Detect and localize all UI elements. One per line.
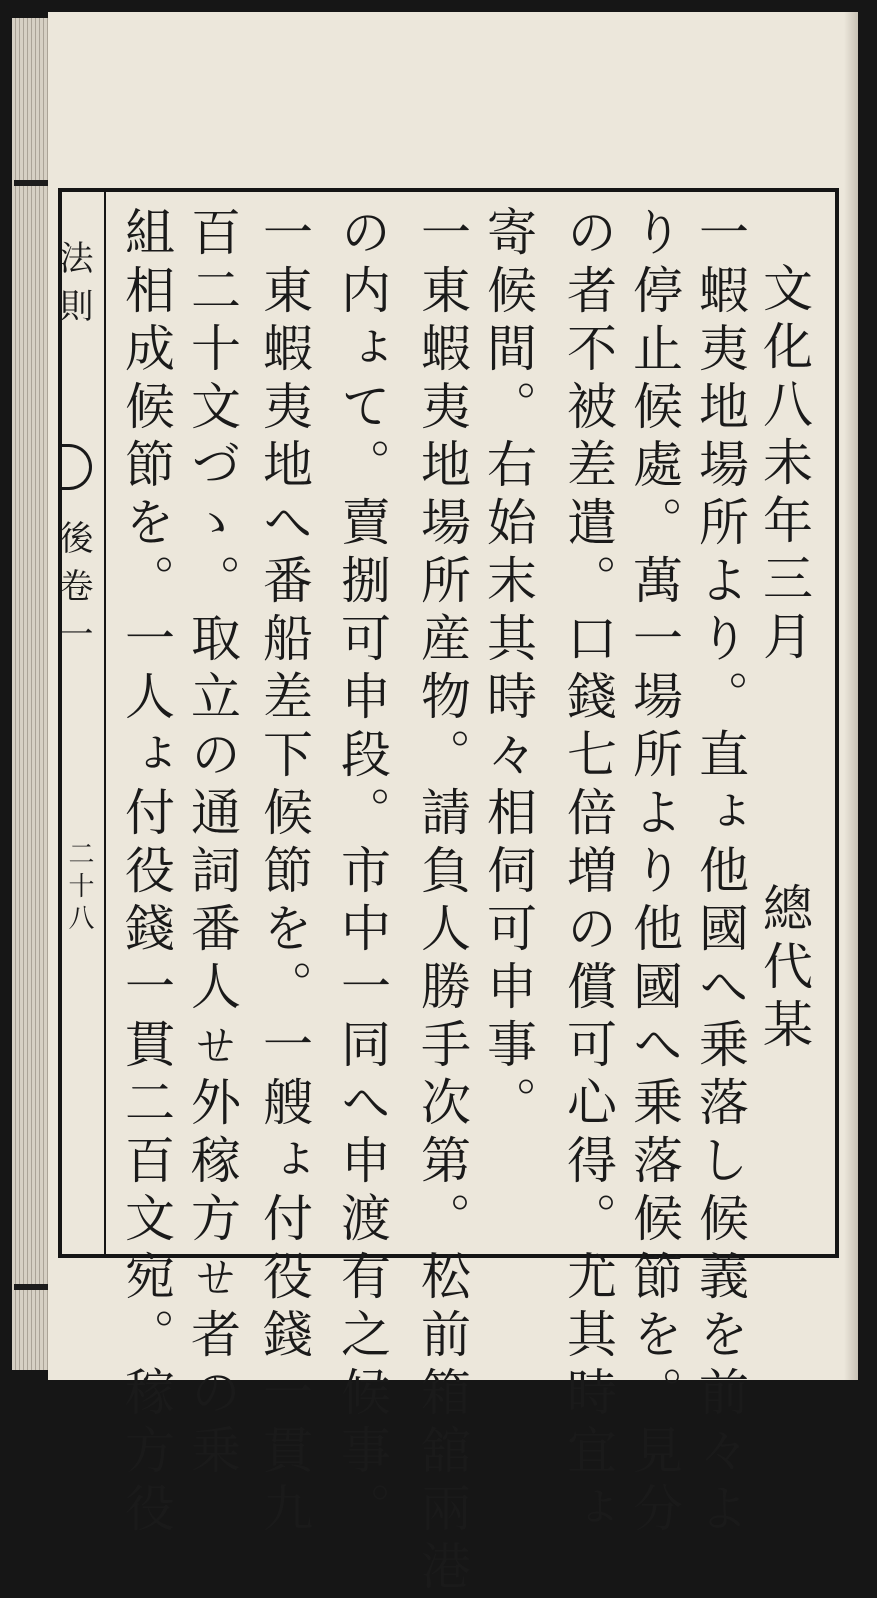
text-column: 一東蝦夷地場所産物。請負人勝手次第。松前箱舘兩港 xyxy=(413,206,471,1598)
text-column: 組相成候節を。一人ょ付役錢一貫二百文宛。稼方役 xyxy=(117,206,175,1540)
page-gutter-shadow xyxy=(844,12,858,1380)
volume-label: 後卷一 xyxy=(53,520,93,664)
text-column: の者不被差遣。口錢七倍増の償可心得。尤其時宜ょ xyxy=(559,206,617,1540)
binding-thread xyxy=(14,180,50,1290)
text-column: 一東蝦夷地へ番船差下候節を。一艘ょ付役錢一貫九 xyxy=(255,206,313,1540)
text-column: り停止候處。萬一場所より他國へ乗落候節を。見分 xyxy=(625,206,683,1540)
margin-rule xyxy=(104,192,106,1254)
text-column: 百二十文づゝ。取立の通詞番人ㄝ外稼方ㄝ者の乗 xyxy=(183,206,241,1482)
running-title: 法則 xyxy=(53,240,93,336)
text-column: 寄候間。右始末其時々相伺可申事。 xyxy=(479,206,537,1134)
text-column: の内ょて。賣捌可申段。市中一同へ申渡有之候事。 xyxy=(333,206,391,1540)
author-line: 總代某 xyxy=(755,882,813,1056)
folio-number: 二十八 xyxy=(64,840,94,936)
date-line: 文化八未年三月 xyxy=(755,262,813,668)
text-column: 一蝦夷地場所より。直ょ他國へ乗落し候義を前々よ xyxy=(691,206,749,1540)
